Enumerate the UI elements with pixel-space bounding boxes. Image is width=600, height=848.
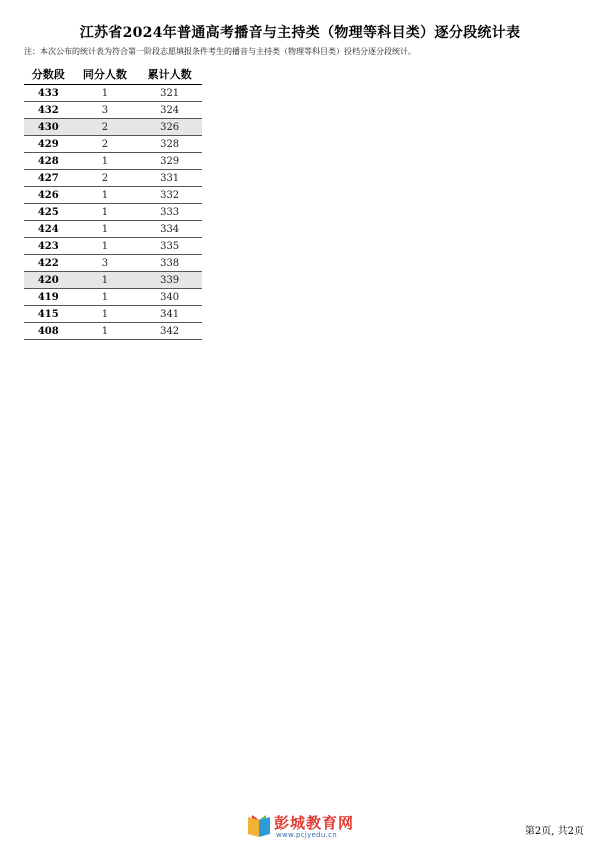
table-row <box>24 102 202 119</box>
table-row <box>24 170 202 187</box>
table-row <box>24 119 202 136</box>
cell-cumulative: 342 <box>137 323 202 340</box>
cell-cumulative: 334 <box>137 221 202 238</box>
cell-count: 1 <box>73 238 138 255</box>
cell-score: 428 <box>24 153 73 170</box>
table-row <box>24 289 202 306</box>
cell-count: 1 <box>73 289 138 306</box>
table-row <box>24 272 202 289</box>
table-row <box>24 204 202 221</box>
cell-count: 1 <box>73 306 138 323</box>
cell-cumulative: 328 <box>137 136 202 153</box>
cell-score: 423 <box>24 238 73 255</box>
cell-cumulative: 340 <box>137 289 202 306</box>
table-row <box>24 85 202 102</box>
table-row <box>24 238 202 255</box>
cell-score: 427 <box>24 170 73 187</box>
cell-cumulative: 338 <box>137 255 202 272</box>
table-row <box>24 255 202 272</box>
cell-score: 432 <box>24 102 73 119</box>
cell-cumulative: 335 <box>137 238 202 255</box>
table-row <box>24 306 202 323</box>
cell-cumulative: 341 <box>137 306 202 323</box>
cell-cumulative: 324 <box>137 102 202 119</box>
logo-brand-text: 彭城教育网 <box>274 814 355 832</box>
logo-url-text: www.pcjyedu.cn <box>276 831 338 839</box>
table-header-row <box>24 64 202 85</box>
cell-count: 3 <box>73 255 138 272</box>
table-row <box>24 187 202 204</box>
site-logo[interactable] <box>246 812 386 840</box>
cell-cumulative: 339 <box>137 272 202 289</box>
cell-cumulative: 333 <box>137 204 202 221</box>
table-row <box>24 136 202 153</box>
cell-cumulative: 326 <box>137 119 202 136</box>
column-header-score: 分数段 <box>24 64 73 85</box>
cell-score: 408 <box>24 323 73 340</box>
book-logo-icon <box>246 814 272 838</box>
footnote: 注：本次公布的统计表为符合第一阶段志愿填报条件考生的播音与主持类（物理等科目类）投档分逐分段统计。 <box>24 47 416 56</box>
cell-score: 430 <box>24 119 73 136</box>
cell-cumulative: 321 <box>137 85 202 102</box>
page-number: 第2页, 共2页 <box>524 826 584 837</box>
cell-count: 1 <box>73 85 138 102</box>
cell-count: 2 <box>73 170 138 187</box>
cell-cumulative: 329 <box>137 153 202 170</box>
cell-count: 3 <box>73 102 138 119</box>
cell-score: 429 <box>24 136 73 153</box>
cell-count: 1 <box>73 187 138 204</box>
cell-score: 415 <box>24 306 73 323</box>
page-title: 江苏省2024年普通高考播音与主持类（物理等科目类）逐分段统计表 <box>79 25 521 41</box>
cell-score: 424 <box>24 221 73 238</box>
cell-score: 420 <box>24 272 73 289</box>
cell-cumulative: 332 <box>137 187 202 204</box>
table-row <box>24 221 202 238</box>
table-row <box>24 323 202 340</box>
column-header-count: 同分人数 <box>73 64 138 85</box>
cell-count: 2 <box>73 119 138 136</box>
table-row <box>24 153 202 170</box>
cell-cumulative: 331 <box>137 170 202 187</box>
cell-score: 433 <box>24 85 73 102</box>
score-table <box>24 64 202 340</box>
cell-count: 2 <box>73 136 138 153</box>
cell-count: 1 <box>73 272 138 289</box>
cell-score: 422 <box>24 255 73 272</box>
cell-count: 1 <box>73 221 138 238</box>
cell-count: 1 <box>73 323 138 340</box>
cell-score: 419 <box>24 289 73 306</box>
cell-count: 1 <box>73 204 138 221</box>
cell-score: 425 <box>24 204 73 221</box>
column-header-cumulative: 累计人数 <box>137 64 202 85</box>
cell-count: 1 <box>73 153 138 170</box>
cell-score: 426 <box>24 187 73 204</box>
